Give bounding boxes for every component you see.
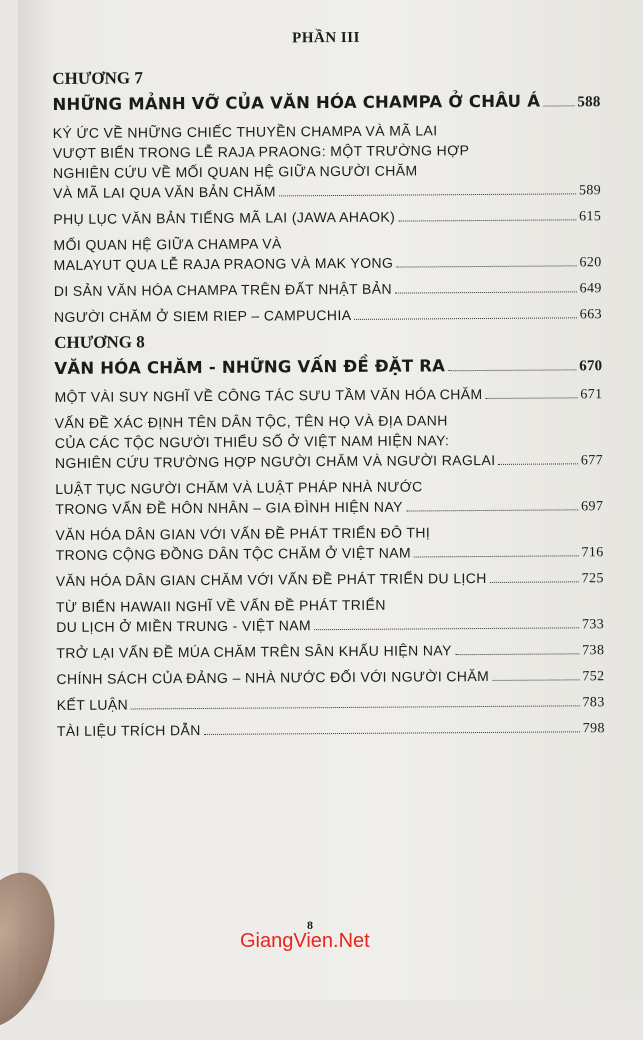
- entry-text: MỘT VÀI SUY NGHĨ VỀ CÔNG TÁC SƯU TẦM VĂN HÓA CHĂM: [54, 386, 483, 405]
- entry-line: TỪ BIỂN HAWAII NGHĨ VỀ VẤN ĐỀ PHÁT TRIỂN: [55, 596, 386, 615]
- entry-text: TRONG VẤN ĐỀ HÔN NHÂN – GIA ĐÌNH HIỆN NAY: [55, 498, 403, 517]
- part-title: PHẦN III: [292, 29, 360, 47]
- entry-page: 783: [582, 695, 605, 711]
- entry-last-line: [53, 179, 601, 205]
- entry-page: 697: [581, 499, 604, 515]
- dot-leader: [406, 509, 578, 511]
- entry-last-line: [57, 717, 605, 743]
- toc-entry[interactable]: [54, 383, 602, 409]
- entry-last-line: [57, 691, 605, 717]
- dot-leader: [455, 653, 579, 655]
- dot-leader: [490, 581, 579, 583]
- dot-leader: [543, 105, 574, 106]
- watermark: GiangVien.Net: [240, 930, 370, 952]
- toc-entry[interactable]: [57, 717, 605, 743]
- chapter-title: VĂN HÓA CHĂM - NHỮNG VẤN ĐỀ ĐẶT RA: [54, 356, 446, 378]
- entry-text: MALAYUT QUA LỄ RAJA PRAONG VÀ MAK YONG: [53, 254, 394, 273]
- chapter-label: CHƯƠNG 8: [54, 332, 145, 352]
- entry-text: TRONG CỘNG ĐỒNG DÂN TỘC CHĂM Ở VIỆT NAM: [55, 544, 412, 563]
- entry-page: 620: [579, 255, 602, 271]
- dot-leader: [279, 193, 576, 196]
- entry-text: NGHIÊN CỨU TRƯỜNG HỢP NGƯỜI CHĂM VÀ NGƯỜI RAGLAI: [54, 451, 496, 471]
- entry-last-line: [53, 205, 601, 231]
- chapter-title-row: [54, 355, 602, 379]
- chapter-page: 588: [577, 94, 601, 111]
- toc-entry[interactable]: [53, 119, 602, 205]
- entry-line: MỐI QUAN HỆ GIỮA CHAMPA VÀ: [53, 235, 282, 253]
- toc-entry[interactable]: [53, 205, 601, 231]
- dot-leader: [486, 397, 578, 399]
- entry-line: LUẬT TỤC NGƯỜI CHĂM VÀ LUẬT PHÁP NHÀ NƯỚC: [55, 478, 423, 497]
- entry-text: DI SẢN VĂN HÓA CHAMPA TRÊN ĐẤT NHẬT BẢN: [53, 280, 393, 299]
- entry-page: 663: [579, 307, 603, 323]
- entry-line: KÝ ỨC VỀ NHỮNG CHIẾC THUYỀN CHAMPA VÀ MÃ LAI: [52, 122, 438, 141]
- toc-entry[interactable]: [55, 521, 603, 567]
- toc-entry[interactable]: [55, 475, 603, 521]
- entry-page: 798: [582, 721, 605, 737]
- dot-leader: [398, 219, 576, 221]
- dot-leader: [314, 627, 579, 630]
- entry-last-line: [56, 639, 604, 665]
- chapter-page: 670: [579, 358, 603, 375]
- toc-entry[interactable]: [54, 303, 602, 329]
- entry-text: KẾT LUẬN: [56, 696, 129, 713]
- entry-page: 752: [582, 669, 605, 685]
- chapter-label: CHƯƠNG 7: [52, 68, 143, 88]
- page-number: 8: [307, 918, 313, 932]
- entry-page: 677: [580, 453, 604, 469]
- entry-line: NGHIÊN CỨU VỀ MỐI QUAN HỆ GIỮA NGƯỜI CHĂM: [52, 162, 418, 181]
- entry-text: NGƯỜI CHĂM Ở SIEM RIEP – CAMPUCHIA: [53, 306, 352, 325]
- toc-entry[interactable]: [56, 593, 604, 639]
- entry-text: TÀI LIỆU TRÍCH DẪN: [56, 721, 201, 739]
- dot-leader: [354, 317, 576, 320]
- entry-last-line: [56, 541, 604, 567]
- entry-page: 725: [581, 571, 604, 587]
- entry-text: VÀ MÃ LAI QUA VĂN BẢN CHĂM: [53, 183, 276, 201]
- entry-page: 733: [581, 617, 605, 633]
- dot-leader: [492, 679, 579, 681]
- entry-line: VĂN HÓA DÂN GIAN VỚI VẤN ĐỀ PHÁT TRIỂN ĐÔ THỊ: [55, 524, 431, 543]
- toc-entry[interactable]: [55, 409, 603, 475]
- entry-page: 589: [578, 183, 602, 199]
- dot-leader: [131, 705, 579, 709]
- entry-last-line: [54, 303, 602, 329]
- table-of-contents: [52, 28, 605, 747]
- dot-leader: [498, 463, 577, 465]
- toc-entry[interactable]: [56, 665, 604, 691]
- dot-leader: [396, 265, 576, 267]
- entry-page: 649: [579, 281, 602, 297]
- chapter-title: NHỮNG MẢNH VỠ CỦA VĂN HÓA CHAMPA Ở CHÂU Á: [52, 91, 541, 114]
- entry-last-line: [54, 383, 602, 409]
- entry-last-line: [56, 613, 604, 639]
- entry-text: TRỞ LẠI VẤN ĐỀ MÚA CHĂM TRÊN SÂN KHẤU HIỆN NAY: [56, 642, 452, 661]
- toc-sections: [52, 65, 605, 743]
- entry-text: VĂN HÓA DÂN GIAN CHĂM VỚI VẤN ĐỀ PHÁT TRIỂN DU LỊCH: [55, 569, 487, 589]
- toc-entry[interactable]: [56, 567, 604, 593]
- dot-leader: [395, 291, 577, 293]
- entry-last-line: [54, 277, 602, 303]
- entry-last-line: [54, 251, 602, 277]
- entry-page: 716: [581, 545, 604, 561]
- entry-text: DU LỊCH Ở MIỀN TRUNG - VIỆT NAM: [56, 617, 312, 635]
- entry-page: 738: [582, 643, 605, 659]
- dot-leader: [448, 369, 576, 371]
- entry-last-line: [55, 495, 603, 521]
- dot-leader: [414, 555, 578, 557]
- entry-text: PHỤ LỤC VĂN BẢN TIẾNG MÃ LAI (JAWA AHAOK): [53, 208, 396, 227]
- chapter-title-row: [52, 91, 600, 115]
- entry-last-line: [55, 449, 603, 475]
- entry-last-line: [56, 665, 604, 691]
- entry-text: CHÍNH SÁCH CỦA ĐẢNG – NHÀ NƯỚC ĐỐI VỚI NGƯỜI CHĂM: [56, 667, 490, 687]
- entry-page: 615: [579, 209, 602, 225]
- toc-entry[interactable]: [57, 691, 605, 717]
- entry-page: 671: [580, 387, 603, 403]
- toc-entry[interactable]: [56, 639, 604, 665]
- entry-line: VƯỢT BIỂN TRONG LỄ RAJA PRAONG: MỘT TRƯỜNG HỢP: [52, 142, 470, 161]
- entry-last-line: [56, 567, 604, 593]
- dot-leader: [204, 731, 580, 735]
- entry-line: CỦA CÁC TỘC NGƯỜI THIỂU SỐ Ở VIỆT NAM HIỆN NAY:: [54, 432, 450, 451]
- toc-entry[interactable]: [54, 277, 602, 303]
- toc-entry[interactable]: [53, 231, 601, 277]
- entry-line: VẤN ĐỀ XÁC ĐỊNH TÊN DÂN TỘC, TÊN HỌ VÀ ĐỊA DANH: [54, 412, 448, 431]
